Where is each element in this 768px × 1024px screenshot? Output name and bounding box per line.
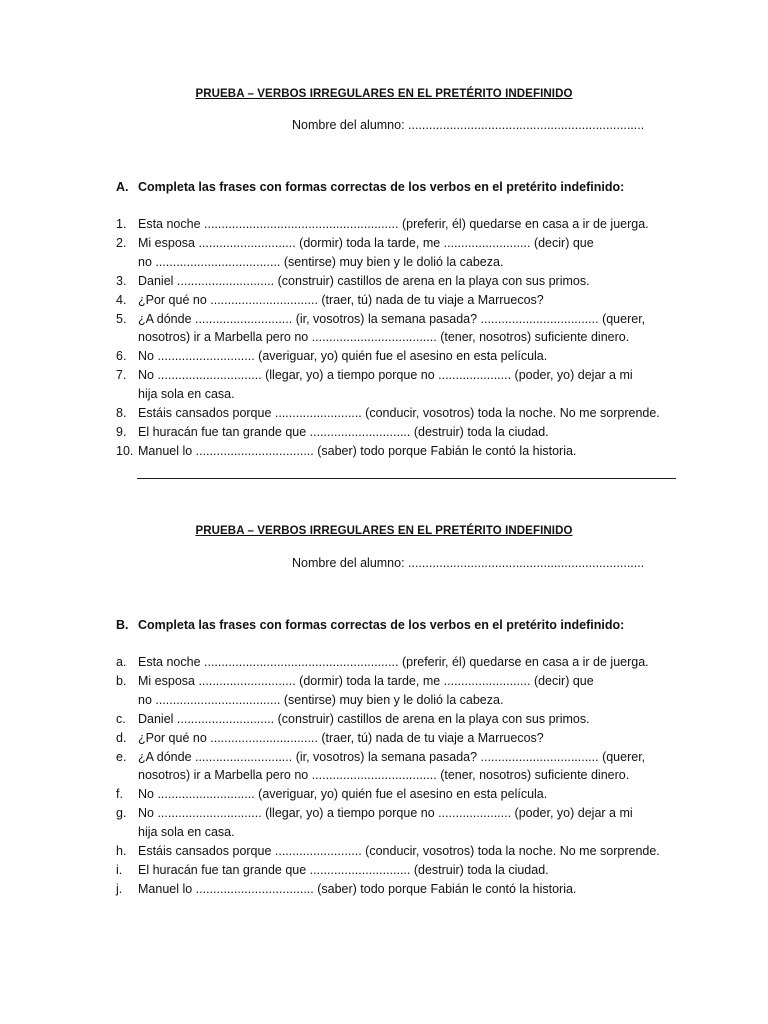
student-name-line: Nombre del alumno: .................................................................... [292,556,645,570]
exercise-item-text: Manuel lo .................................. (saber) todo porque Fabián le contó la historia. [138,881,577,896]
section-divider [137,478,676,479]
exercise-item-text: Estáis cansados porque ......................... (conducir, vosotros) toda la noche. No me sorprende. [138,406,660,420]
exercise-item-text: hija sola en casa. [138,387,235,402]
exercise-item-number: 10. [116,443,134,458]
exercise-item-text: ¿A dónde ............................ (ir, vosotros) la semana pasada? .................................. (querer, [138,311,646,326]
exercise-item-number: d. [116,730,127,745]
exercise-item-number: 9. [116,424,127,439]
exercise-item-text: Manuel lo .................................. (saber) todo porque Fabián le contó la historia. [138,443,577,458]
exercise-item-text: Mi esposa ............................ (dormir) toda la tarde, me ......................... (decir) que [138,235,594,250]
exercise-item-number: f. [116,787,123,802]
exercise-item-number: b. [116,673,127,688]
exercise-item-text: ¿A dónde ............................ (ir, vosotros) la semana pasada? .................................. (querer, [138,749,646,764]
exercise-item-text: nosotros) ir a Marbella pero no .................................... (tener, nosotros) suficiente dinero. [138,330,630,345]
exercise-item-number: 2. [116,235,127,250]
exercise-heading [116,618,624,632]
exercise-item-number: 7. [116,368,127,383]
exercise-item-text: Esta noche ........................................................ (preferir, él) quedarse en casa a ir de juerga. [138,217,649,231]
exercise-item-text: Mi esposa ............................ (dormir) toda la tarde, me ......................... (decir) que [138,673,594,688]
test-title: PRUEBA – VERBOS IRREGULARES EN EL PRETÉRITO INDEFINIDO [195,88,573,100]
exercise-item-text: No .............................. (llegar, yo) a tiempo porque no ..................... (poder, yo) dejar a mi [138,368,633,383]
exercise-instructions: Completa las frases con formas correctas de los verbos en el pretérito indefinido: [138,618,625,632]
exercise-instructions: Completa las frases con formas correctas de los verbos en el pretérito indefinido: [138,180,625,194]
exercise-item-text: hija sola en casa. [138,825,235,840]
exercise-item-number: i. [116,862,123,877]
exercise-item-text: Daniel ............................ (construir) castillos de arena en la playa con sus primos. [138,711,590,726]
exercise-item-text: No .............................. (llegar, yo) a tiempo porque no ..................... (poder, yo) dejar a mi [138,806,633,821]
exercise-item-number: 6. [116,349,127,364]
exercise-item-number: c. [116,711,126,726]
exercise-item-text: Daniel ............................ (construir) castillos de arena en la playa con sus primos. [138,273,590,288]
exercise-item-text: No ............................ (averiguar, yo) quién fue el asesino en esta película. [138,349,548,364]
exercise-item-number: h. [116,844,127,858]
exercise-item-text: Esta noche ........................................................ (preferir, él) quedarse en casa a ir de juerga. [138,655,649,669]
exercise-item-number: g. [116,806,127,821]
exercise-item-number: e. [116,749,127,764]
student-name-line: Nombre del alumno: .................................................................... [292,118,645,132]
exercise-letter: A. [116,180,129,194]
exercise-item-text: ¿Por qué no ............................... (traer, tú) nada de tu viaje a Marruecos? [138,730,544,745]
exercise-item-text: No ............................ (averiguar, yo) quién fue el asesino en esta película. [138,787,548,802]
exercise-item-text: no .................................... (sentirse) muy bien y le dolió la cabeza. [138,692,504,707]
exercise-item-number: 3. [116,273,127,288]
test-title: PRUEBA – VERBOS IRREGULARES EN EL PRETÉRITO INDEFINIDO [195,525,573,537]
exercise-letter: B. [116,618,129,632]
exercise-item-text: El huracán fue tan grande que ............................. (destruir) toda la ciudad. [138,424,549,439]
exercise-item-number: a. [116,655,127,669]
exercise-item-number: 4. [116,292,127,307]
exercise-item-text: nosotros) ir a Marbella pero no .................................... (tener, nosotros) suficiente dinero. [138,768,630,783]
exercise-heading [116,180,624,194]
exercise-item-text: no .................................... (sentirse) muy bien y le dolió la cabeza. [138,254,504,269]
exercise-item-text: ¿Por qué no ............................... (traer, tú) nada de tu viaje a Marruecos? [138,292,544,307]
exercise-item-text: Estáis cansados porque ......................... (conducir, vosotros) toda la noche. No me sorprende. [138,844,660,858]
exercise-item-number: 8. [116,406,127,420]
exercise-item-number: 1. [116,217,127,231]
exercise-item-number: j. [116,881,123,896]
exercise-item-text: El huracán fue tan grande que ............................. (destruir) toda la ciudad. [138,862,549,877]
exercise-item-number: 5. [116,311,127,326]
